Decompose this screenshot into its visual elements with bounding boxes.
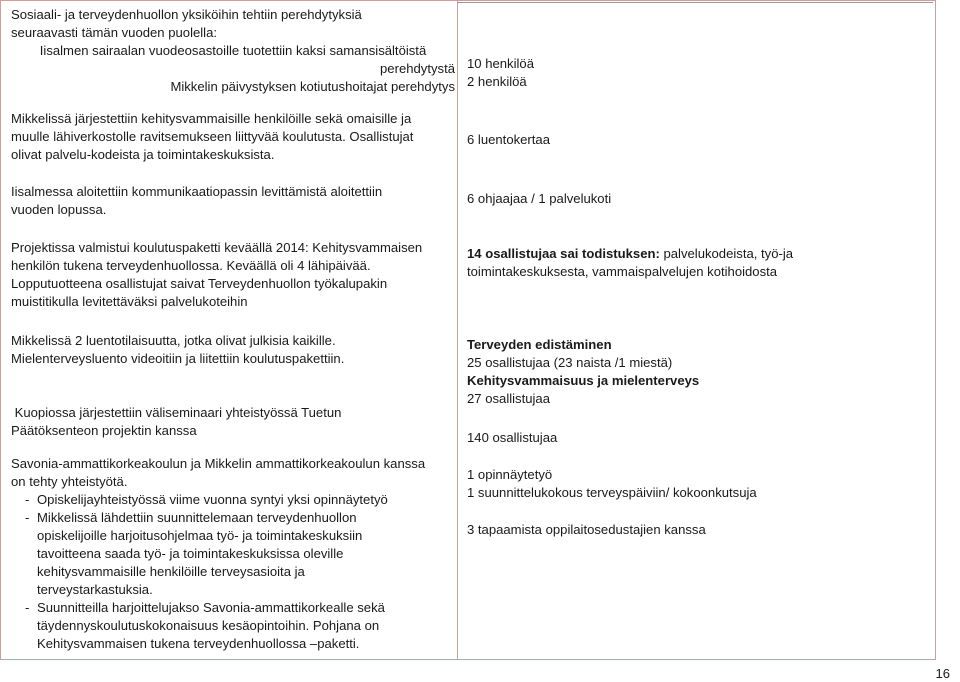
result-ravitsemus [467,131,932,149]
page-number: 16 [935,666,950,681]
text-line: kehitysvammaisille henkilöille terveysasioita ja [37,564,305,579]
text-line: toimintakeskuksesta, vammaispalvelujen kotihoidosta [467,264,778,279]
dash-bullet: - [25,492,30,507]
koulutuspaketti-paragraph [11,239,455,311]
subheading: Terveyden edistäminen [467,337,612,352]
result-luennot [467,336,932,408]
text-line: 1 suunnittelukokous terveyspäiviin/ kokoonkutsuja [467,485,757,500]
text-line: Projektissa valmistui koulutuspaketti keväällä 2014: Kehitysvammaisen [11,240,423,255]
text-line: perehdytystä [380,61,455,76]
text-line: 2 henkilöä [467,74,527,89]
list-item [11,509,455,599]
text-line: täydennyskoulutuskokonaisuus kesäopintoihin. Pohjana on [37,618,380,633]
text-line: Sosiaali- ja terveydenhuollon yksiköihin tehtiin perehdytyksiä [11,7,362,22]
subheading: Kehitysvammaisuus ja mielenterveys [467,373,700,388]
text-line: Kehitysvammaisen tukena terveydenhuollossa –paketti. [37,636,360,651]
ammattikorkeakoulu-paragraph [11,455,455,653]
column-divider [457,0,458,660]
text-line: Lopputuotteena osallistujat saivat Terveydenhuollon työkalupakin [11,276,388,291]
result-opinnaytetyo [467,466,932,502]
bullet-list [11,491,455,653]
text-line: on tehty yhteistyötä. [11,474,128,489]
text-line: Mikkelissä järjestettiin kehitysvammaisille henkilöille sekä omaisille ja [11,111,412,126]
text-line: 6 luentokertaa [467,132,550,147]
text-line: olivat palvelu-kodeista ja toimintakeskuksista. [11,147,275,162]
text-line: Opiskelijayhteistyössä viime vuonna syntyi yksi opinnäytetyö [37,492,388,507]
top-rule [457,2,933,3]
text-span: palvelukodeista, työ-ja [659,246,794,261]
text-line: Iisalmen sairaalan vuodeosastoille tuotettiin kaksi samansisältöistä [39,43,427,58]
result-perehdytykset [467,55,932,91]
bold-text: 14 osallistujaa sai todistuksen: [467,246,660,261]
text-line: Mikkelissä lähdettiin suunnittelemaan terveydenhuollon [37,510,357,525]
text-line: muulle lähiverkostolle ravitsemukseen liittyvää koulutusta. Osallistujat [11,129,414,144]
text-line: Suunnitteilla harjoittelujakso Savonia-ammattikorkealle sekä [37,600,385,615]
text-line: Mikkelissä 2 luentotilaisuutta, jotka olivat julkisia kaikille. [11,333,336,348]
text-line: Kuopiossa järjestettiin väliseminaari yhteistyössä Tuetun [11,405,342,420]
text-line: 1 opinnäytetyö [467,467,553,482]
text-line: Päätöksenteon projektin kanssa [11,423,197,438]
text-line: Savonia-ammattikorkeakoulun ja Mikkelin ammattikorkeakoulun kanssa [11,456,426,471]
valiseminaari-paragraph [11,404,455,440]
text-line: Mielenterveysluento videoitiin ja liitettiin koulutuspakettiin. [11,351,345,366]
list-item [11,599,455,653]
text-line: terveystarkastuksia. [37,582,153,597]
text-line: 25 osallistujaa (23 naista /1 miestä) [467,355,673,370]
text-line: Iisalmessa aloitettiin kommunikaatiopassin levittämistä aloitettiin [11,184,383,199]
ravitsemus-paragraph [11,110,455,164]
dash-bullet: - [25,510,30,525]
text-line: 140 osallistujaa [467,430,558,445]
result-valiseminaari [467,429,932,447]
result-koulutuspaketti [467,245,932,281]
perehdytykset-paragraph [11,6,455,96]
text-line: 6 ohjaajaa / 1 palvelukoti [467,191,612,206]
dash-bullet: - [25,600,30,615]
text-line: muistitikulla levitettäväksi palvelukoteihin [11,294,248,309]
text-line: henkilön tukena terveydenhuollossa. Keväällä oli 4 lähipäivää. [11,258,371,273]
luento-paragraph [11,332,455,368]
text-line: opiskelijoille harjoitusohjelmaa työ- ja toimintakeskuksiin [37,528,363,543]
text-line: seuraavasti tämän vuoden puolella: [11,25,217,40]
text-line: 10 henkilöä [467,56,534,71]
text-line: Mikkelin päivystyksen kotiutushoitajat perehdytys [170,79,455,94]
text-line: tavoitteena saada työ- ja toimintakeskuksissa oleville [37,546,344,561]
result-tapaamiset [467,521,932,539]
text-line: 27 osallistujaa [467,391,550,406]
text-line: vuoden lopussa. [11,202,107,217]
result-kommunikaatiopassi [467,190,932,208]
text-line: 3 tapaamista oppilaitosedustajien kanssa [467,522,706,537]
kommunikaatiopassi-paragraph [11,183,455,219]
list-item [11,491,455,509]
